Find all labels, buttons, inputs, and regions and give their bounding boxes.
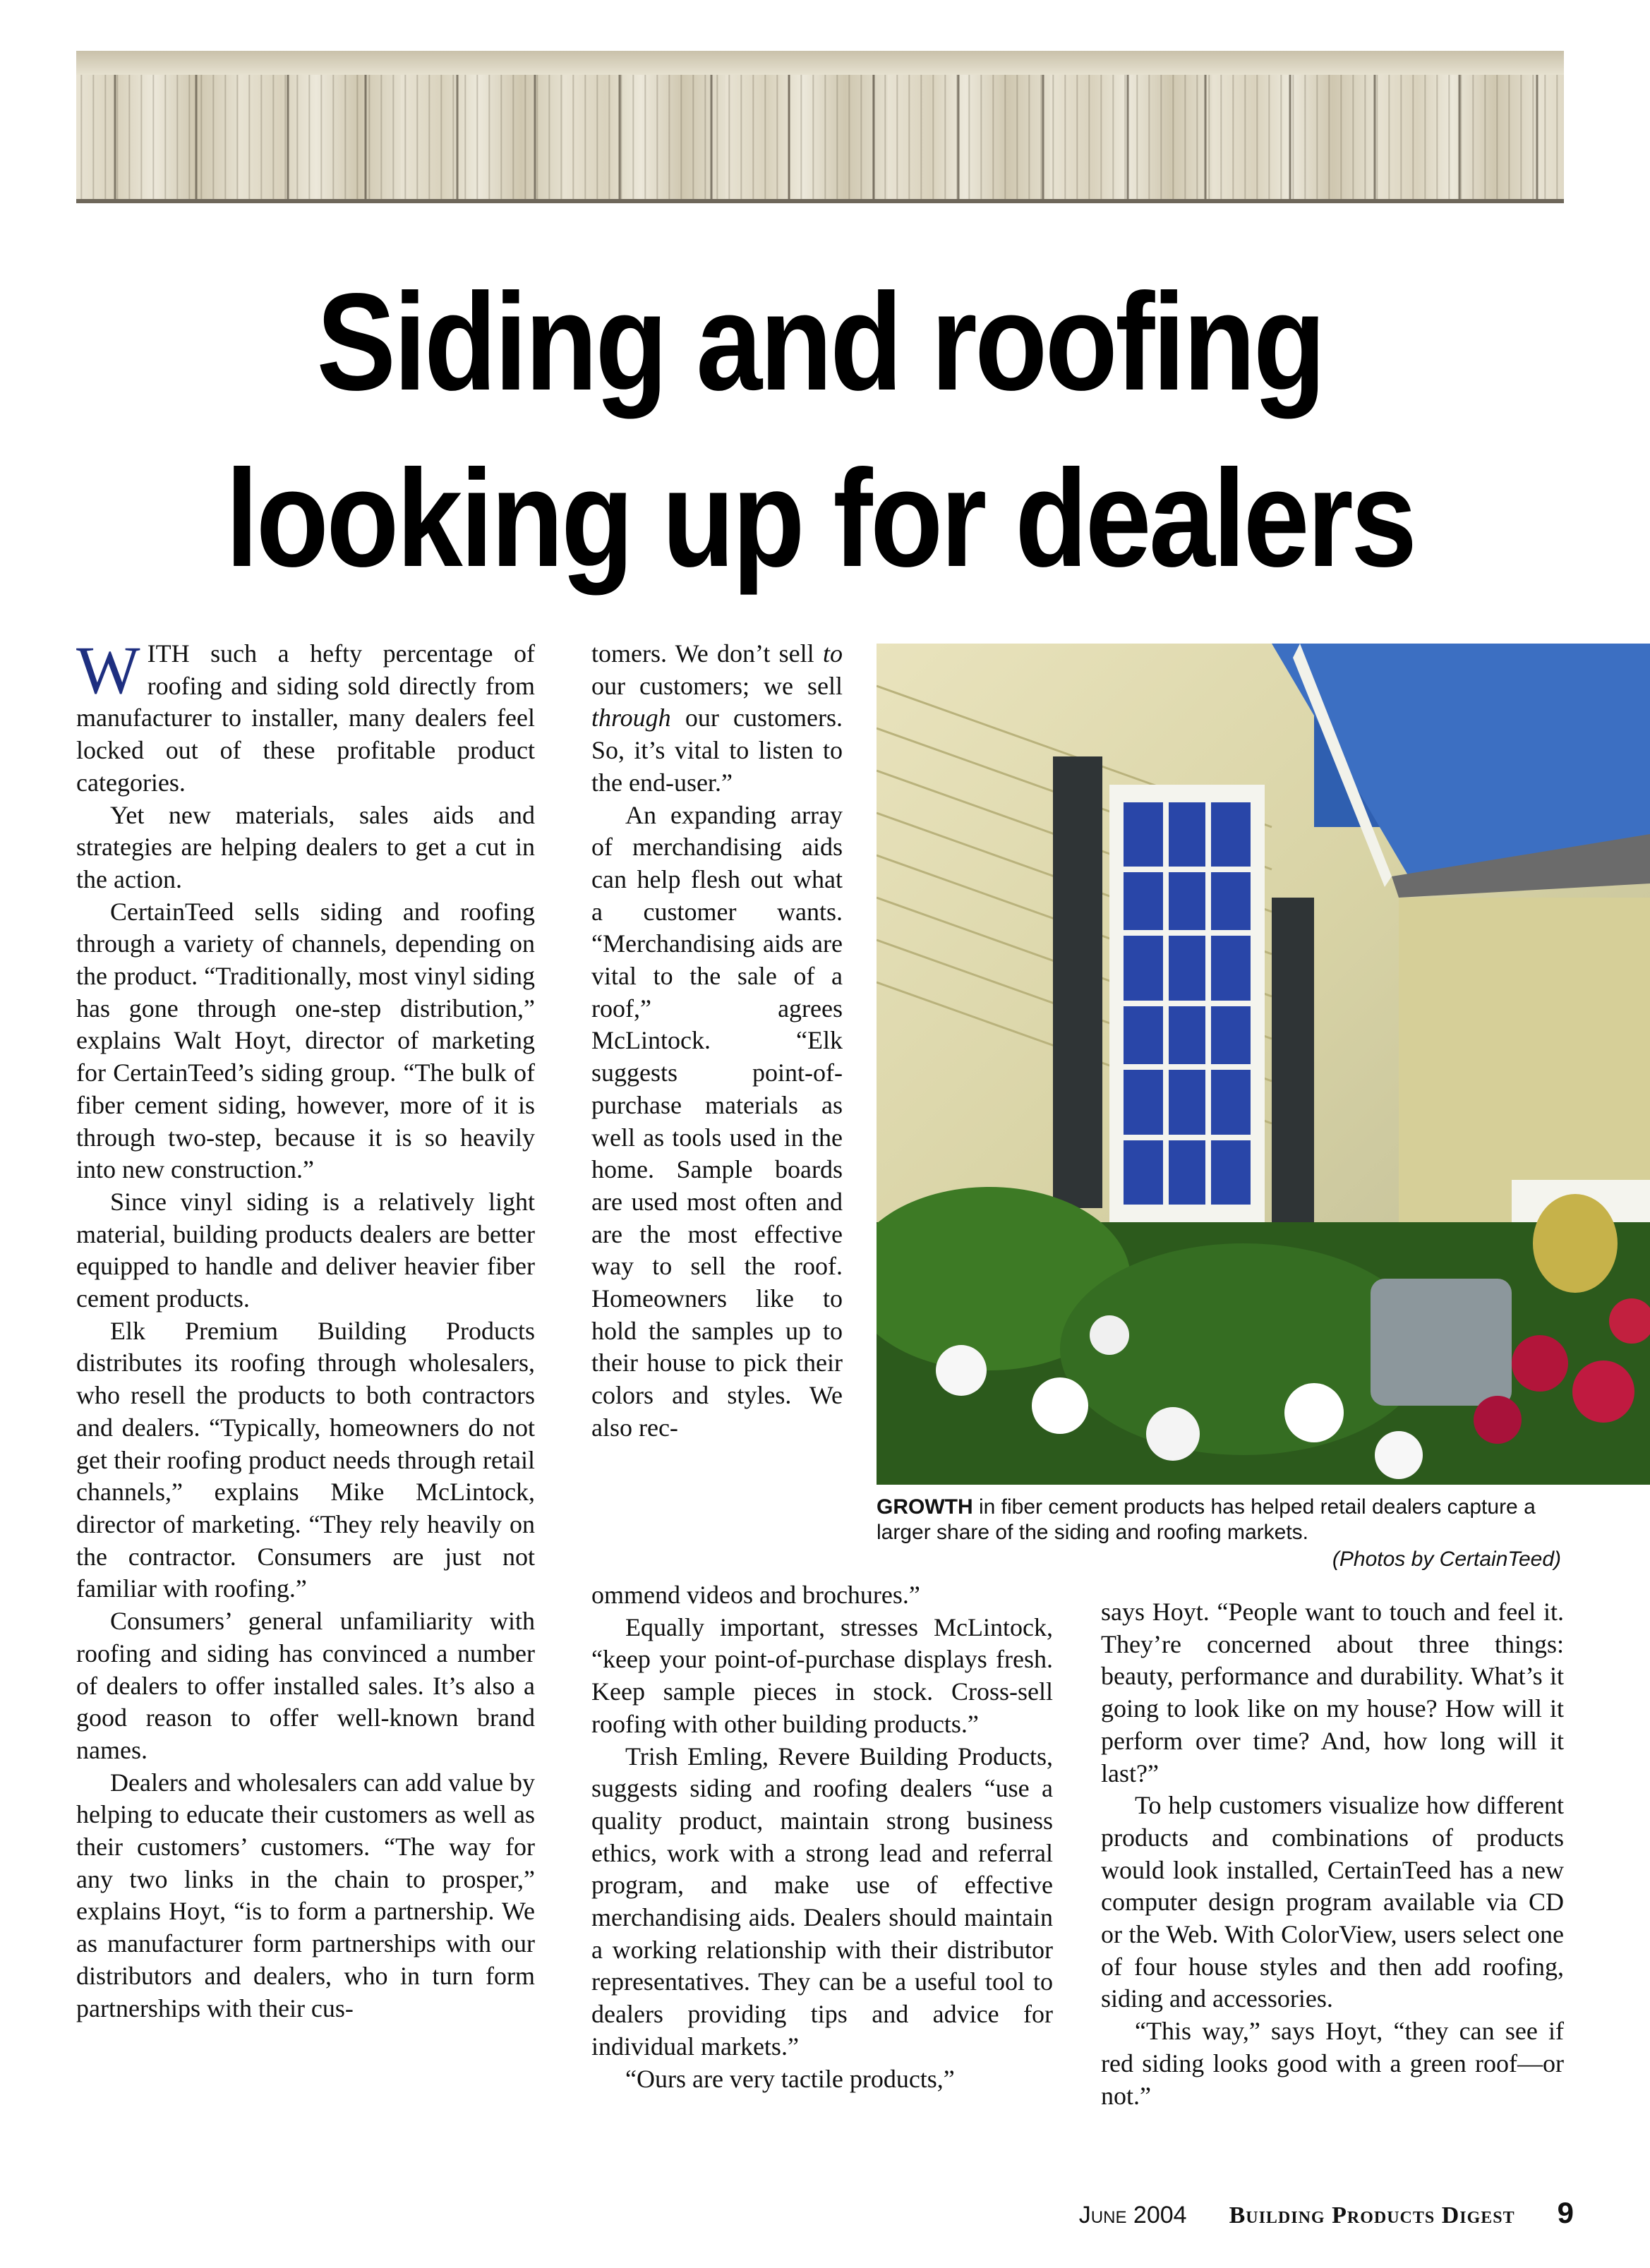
caption-text: in fiber cement products has helped retail dealers capture a larger share of the siding and roofing markets.	[877, 1495, 1536, 1544]
page-footer	[1079, 2196, 1574, 2233]
publication-name: Building Products Digest	[1229, 2202, 1515, 2228]
paragraph: WITH such a hefty percentage of roofing and siding sold directly from manufacturer to installer, many dealers feel locked out of these profitable product categories.	[76, 632, 535, 797]
column-2	[591, 1579, 1053, 2095]
siding-texture-banner	[76, 51, 1564, 203]
page-number: 9	[1557, 2196, 1574, 2229]
paragraph: “This way,” says Hoyt, “they can see if red siding looks good with a green roof—or not.”	[1101, 2017, 1564, 2110]
paragraph: Trish Emling, Revere Building Products, suggests siding and roofing dealers “use a quality product, maintain strong business ethics, work with a strong lead and referral program, and make use of effective merchandising aids. Dealers should maintain a working relationship with their distributor representatives. They can be a useful tool to dealers providing tips and advice for individual markets.”	[591, 1742, 1053, 2061]
headline-line-2: looking up for dealers	[225, 441, 1415, 596]
drop-cap: W	[76, 632, 140, 708]
column-3	[1101, 1596, 1564, 2112]
column-2-top	[591, 638, 843, 1444]
paragraph: ommend videos and brochures.”	[591, 1581, 920, 1609]
photo-credit: (Photos by CertainTeed)	[1332, 1548, 1561, 1571]
paragraph: Dealers and wholesalers can add value by helping to educate their customers as well as their customers’ customers. “The way for any two links in the chain to prosper,” explains Hoyt, “is to form a partnership. We as manufacturer form partnerships with our distributors and dealers, who in turn form partnerships with their cus-	[76, 1768, 535, 2022]
issue-date: June 2004	[1078, 2202, 1187, 2228]
paragraph: “Ours are very tactile products,”	[625, 2064, 955, 2093]
paragraph: Consumers’ general unfamiliarity with roofing and siding has convinced a number of dealers to offer installed sales. It’s also a good reason to offer well-known brand names.	[76, 1607, 535, 1764]
paragraph: Yet new materials, sales aids and strategies are helping dealers to get a cut in the action.	[76, 800, 535, 893]
paragraph: Equally important, stresses McLintock, “keep your point-of-purchase displays fresh. Keep sample pieces in stock. Cross-sell roofing with other building products.”	[591, 1612, 1053, 1738]
paragraph: Elk Premium Building Products distributes its roofing through wholesalers, who resell the products to both contractors and dealers. “Typically, homeowners do not get their roofing product needs through retail channels,” explains Mike McLintock, director of marketing. “They rely heavily on the contractor. Consumers are just not familiar with roofing.”	[76, 1316, 535, 1603]
column-1	[76, 632, 535, 2025]
headline	[181, 254, 1460, 607]
shingle-seams	[76, 75, 1564, 199]
photo-caption	[877, 1495, 1561, 1545]
paragraph: Since vinyl siding is a relatively light material, building products dealers are better equipped to handle and deliver heavier fiber cement products.	[76, 1187, 535, 1313]
paragraph: tomers. We don’t sell to our customers; we sell through our customers. So, it’s vital to listen to the end-user.”	[591, 639, 843, 797]
paragraph: says Hoyt. “People want to touch and feel it. They’re concerned about three things: beauty, performance and durability. What’s it going to look like on my house? How will it perform over time? And, how long will it last?”	[1101, 1598, 1564, 1787]
paragraph: An expanding array of merchandising aids can help flesh out what a customer wants. “Merchandising aids are vital to the sale of a roof,” agrees McLintock. “Elk suggests point-of-purchase materials as well as tools used in the home. Sample boards are used most often and are the most effective way to sell the roof. Homeowners like to hold the samples up to their house to pick their colors and styles. We also rec-	[591, 800, 843, 1442]
paragraph: CertainTeed sells siding and roofing through a variety of channels, depending on the product. “Traditionally, most vinyl siding has gone through one-step distribution,” explains Walt Hoyt, director of marketing for CertainTeed’s siding group. “The bulk of fiber cement siding, however, more of it is through two-step, because it is so heavily into new construction.”	[76, 897, 535, 1184]
headline-line-1: Siding and roofing	[316, 265, 1324, 419]
caption-lead: GROWTH	[877, 1495, 973, 1519]
house-photo	[877, 644, 1650, 1485]
house-illustration	[877, 644, 1650, 1485]
paragraph: To help customers visualize how different products and combinations of products would look installed, CertainTeed has a new computer design program available via CD or the Web. With ColorView, users select one of four house styles and then add roofing, siding and accessories.	[1101, 1791, 1564, 2013]
